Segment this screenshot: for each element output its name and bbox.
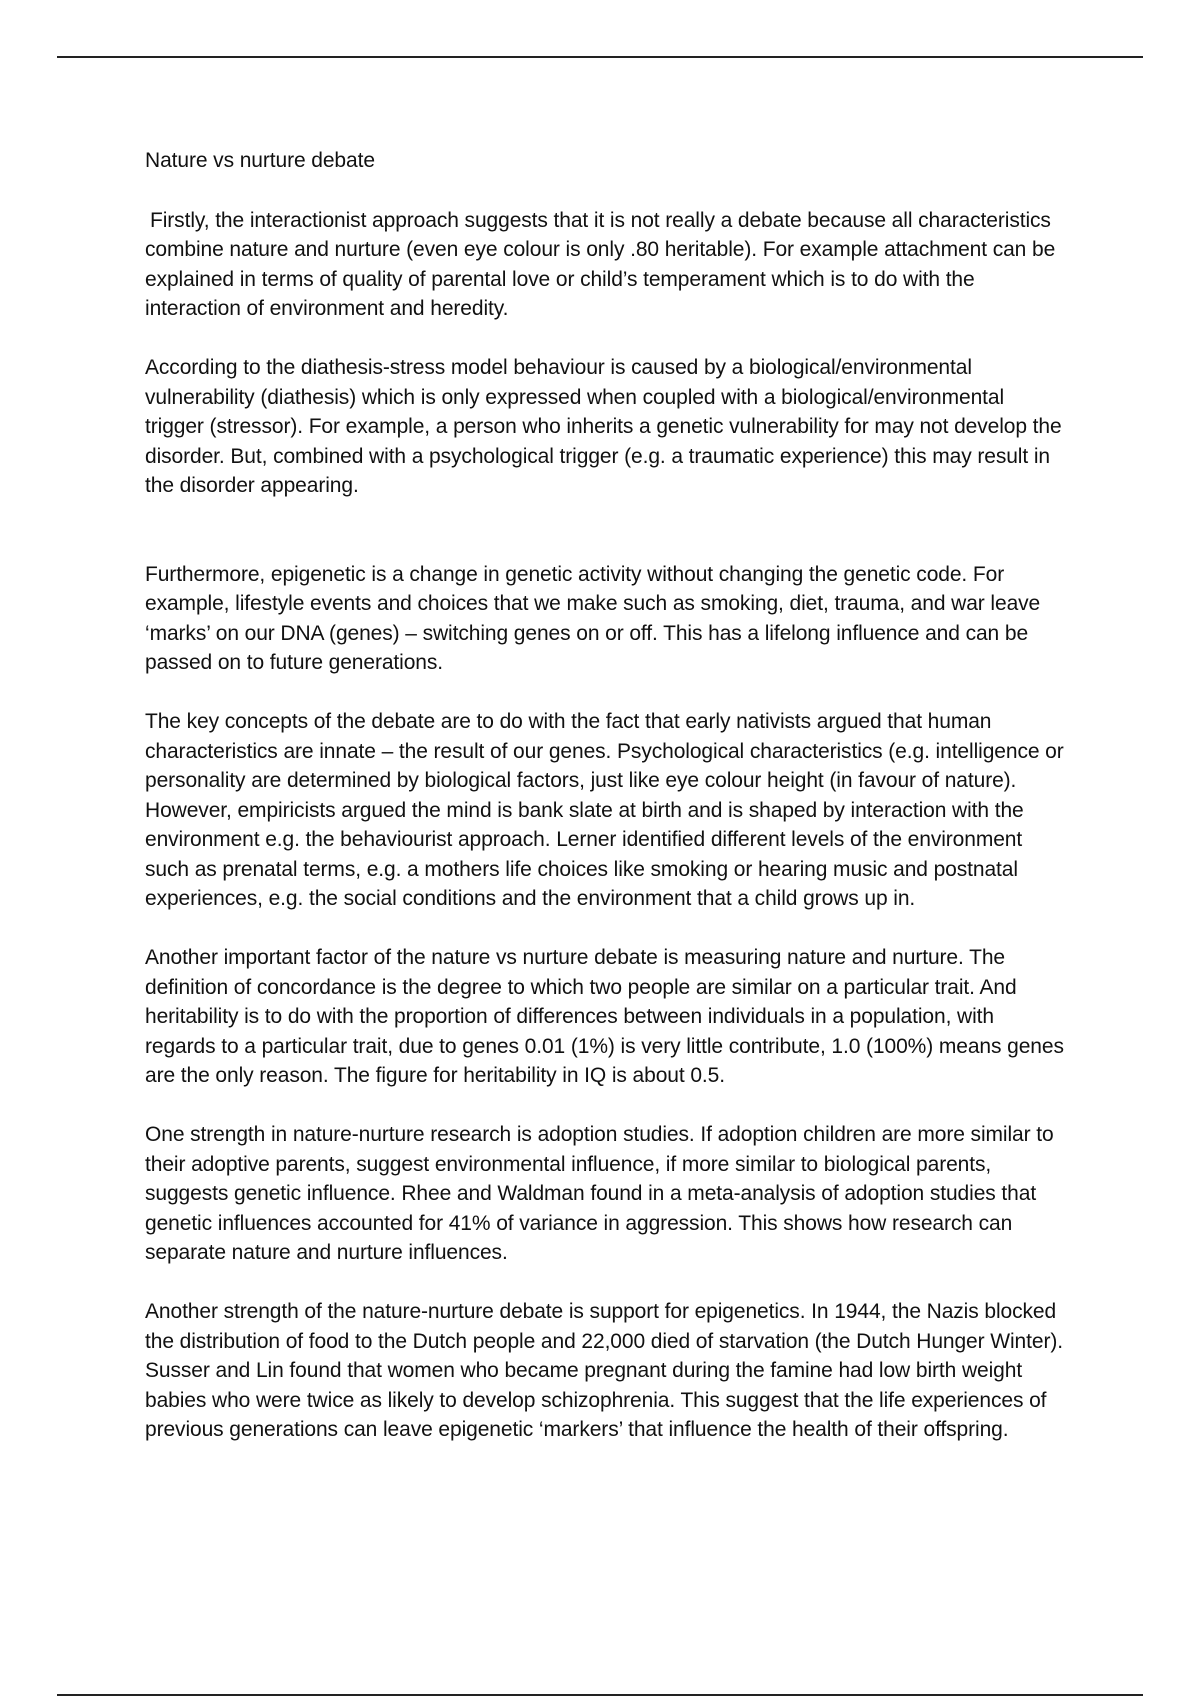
paragraph-key-concepts: The key concepts of the debate are to do with the fact that early nativists argued that human characteristics are innate – the result of our genes. Psychological characteristics (e.g. intelligence or personality are determined by biological factors, just like eye colour height (in favour of nature). However, empiricists argued the mind is bank slate at birth and is shaped by interaction with the environment e.g. the behaviourist approach. Lerner identified different levels of the environment such as prenatal terms, e.g. a mothers life choices like smoking or hearing music and postnatal experiences, e.g. the social conditions and the environment that a child grows up in.	[145, 710, 1064, 910]
paragraph-interactionist: Firstly, the interactionist approach suggests that it is not really a debate because all characteristics combine nature and nurture (even eye colour is only .80 heritable). For example attachment can be explained in terms of quality of parental love or child’s temperament which is to do with the interaction of environment and heredity.	[145, 208, 1056, 320]
footer-rule	[57, 1694, 1143, 1696]
paragraph-measuring: Another important factor of the nature vs nurture debate is measuring nature and nurture. The definition of concordance is the degree to which two people are similar on a particular trait. And heritability is to do with the proportion of differences between individuals in a population, with regards to a particular trait, due to genes 0.01 (1%) is very little contribute, 1.0 (100%) means genes are the only reason. The figure for heritability in IQ is about 0.5.	[145, 946, 1064, 1087]
paragraph-epigenetics: Furthermore, epigenetic is a change in genetic activity without changing the genetic code. For example, lifestyle events and choices that we make such as smoking, diet, trauma, and war leave ‘marks’ on our DNA (genes) – switching genes on or off. This has a lifelong influence and can be passed on to future generations.	[145, 562, 1041, 674]
document-body	[145, 146, 1065, 1474]
document-title: Nature vs nurture debate	[145, 149, 375, 172]
paragraph-diathesis-stress: According to the diathesis-stress model behaviour is caused by a biological/environmental vulnerability (diathesis) which is only expressed when coupled with a biological/environmental trigger (stressor). For example, a person who inherits a genetic vulnerability for may not develop the disorder. But, combined with a psychological trigger (e.g. a traumatic experience) this may result in the disorder appearing.	[145, 356, 1062, 497]
paragraph-dutch-hunger-winter: Another strength of the nature-nurture debate is support for epigenetics. In 1944, the Nazis blocked the distribution of food to the Dutch people and 22,000 died of starvation (the Dutch Hunger Winter). Susser and Lin found that women who became pregnant during the famine had low birth weight babies who were twice as likely to develop schizophrenia. This suggest that the life experiences of previous generations can leave epigenetic ‘markers’ that influence the health of their offspring.	[145, 1300, 1063, 1441]
header-rule	[57, 56, 1143, 58]
paragraph-adoption-studies: One strength in nature-nurture research is adoption studies. If adoption children are more similar to their adoptive parents, suggest environmental influence, if more similar to biological parents, suggests genetic influence. Rhee and Waldman found in a meta-analysis of adoption studies that genetic influences accounted for 41% of variance in aggression. This shows how research can separate nature and nurture influences.	[145, 1123, 1054, 1264]
